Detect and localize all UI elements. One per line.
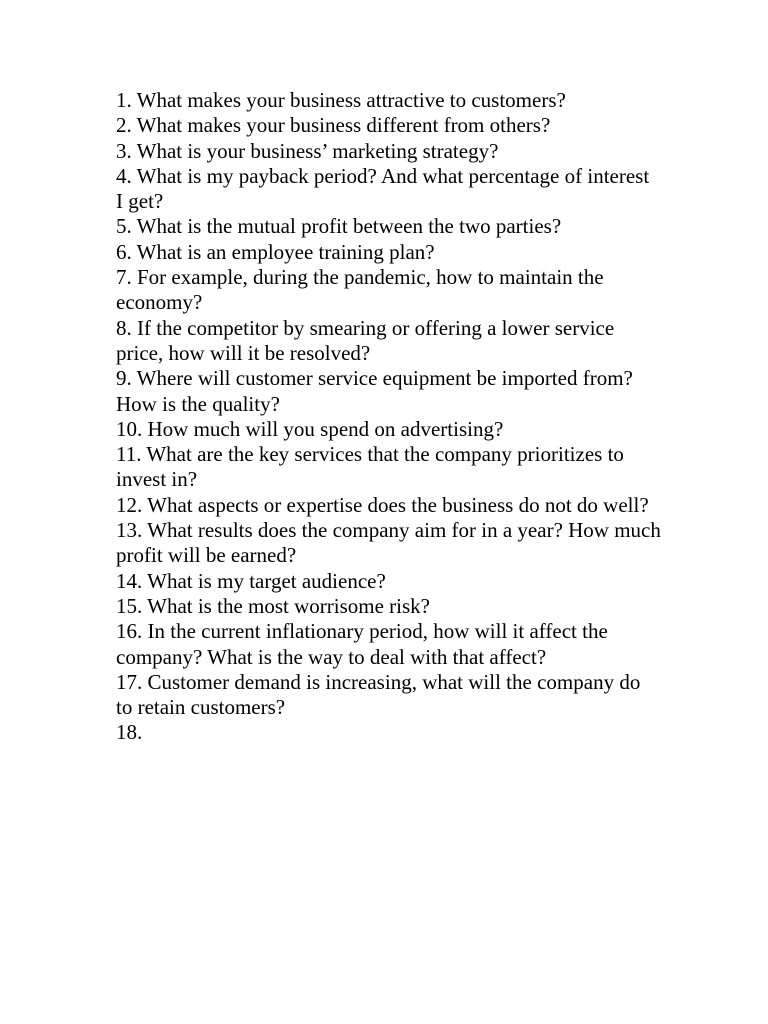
question-item: 6. What is an employee training plan? (116, 239, 435, 264)
question-item: 4. What is my payback period? And what percentage of interest I get? (116, 163, 650, 214)
question-item: 14. What is my target audience? (116, 568, 386, 593)
question-item: 7. For example, during the pandemic, how to maintain the economy? (116, 265, 604, 315)
question-item: 16. In the current inflationary period, how will it affect the company? What is the way to deal with that affect? (116, 619, 608, 669)
question-item: 1. What makes your business attractive to customers? (116, 88, 566, 112)
question-item: 13. What results does the company aim for in a year? How much profit will be earned? (116, 518, 661, 568)
question-list (116, 88, 661, 746)
question-item: 8. If the competitor by smearing or offering a lower service price, how will it be resolved? (116, 315, 615, 365)
question-item: 11. What are the key services that the company prioritizes to invest in? (116, 442, 624, 492)
question-item: 17. Customer demand is increasing, what will the company do to retain customers? (116, 669, 641, 720)
question-item: 12. What aspects or expertise does the business do not do well? (116, 492, 649, 517)
question-item: 18. (116, 720, 143, 745)
question-item: 15. What is the most worrisome risk? (116, 593, 430, 618)
question-item: 10. How much will you spend on advertising? (116, 416, 504, 441)
question-item: 2. What makes your business different from others? (116, 113, 551, 138)
question-item: 9. Where will customer service equipment be imported from? How is the quality? (116, 366, 633, 416)
question-item: 3. What is your business’ marketing strategy? (116, 138, 499, 163)
question-item: 5. What is the mutual profit between the two parties? (116, 214, 562, 239)
